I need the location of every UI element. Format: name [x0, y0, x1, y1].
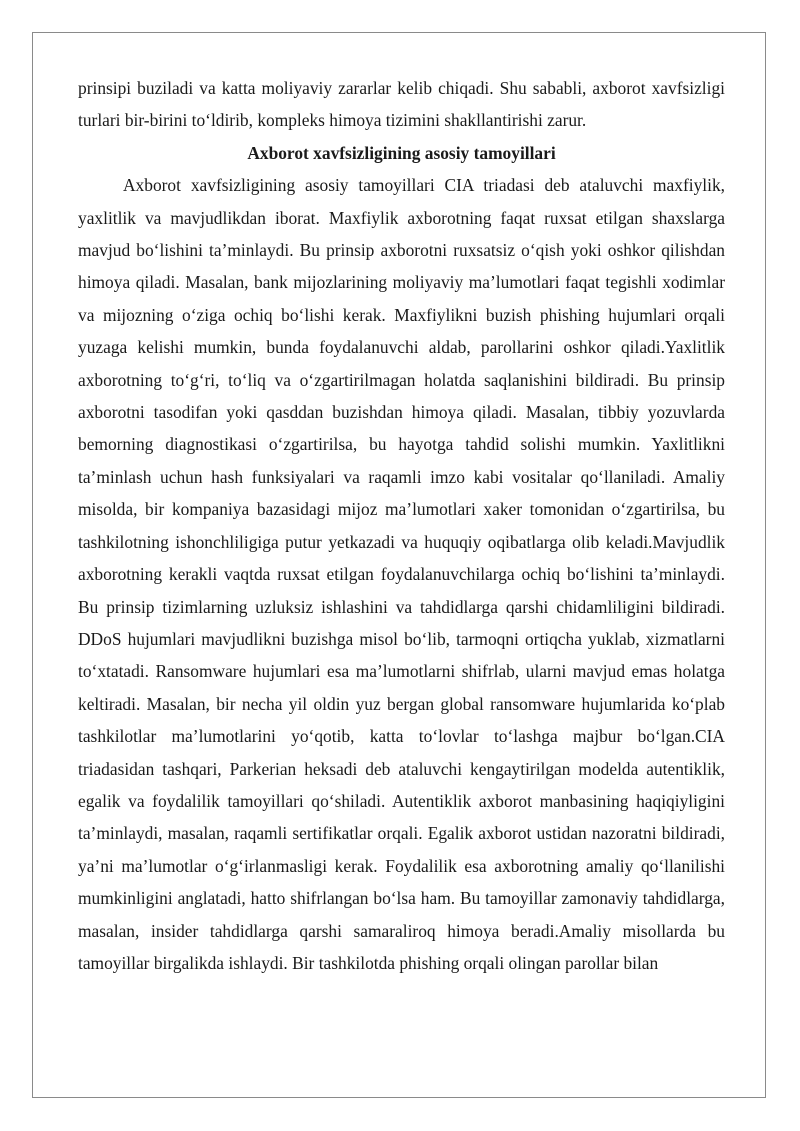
- document-body: [78, 72, 725, 979]
- section-heading: Axborot xavfsizligining asosiy tamoyillari: [247, 142, 556, 163]
- body-paragraph: Axborot xavfsizligining asosiy tamoyillari CIA triadasi deb ataluvchi maxfiylik, yaxlitlik va mavjudlikdan iborat. Maxfiylik axborotning faqat ruxsat etilgan shaxslarga mavjud bo‘lishini ta’minlaydi. Bu prinsip axborotni ruxsatsiz o‘qish yoki oshkor qilishdan himoya qiladi. Masalan, bank mijozlarining moliyaviy ma’lumotlari faqat tegishli xodimlar va mijozning o‘ziga ochiq bo‘lishi kerak. Maxfiylikni buzish phishing hujumlari orqali yuzaga kelishi mumkin, bunda foydalanuvchi aldab, parollarini oshkor qiladi.Yaxlitlik axborotning to‘g‘ri, to‘liq va o‘zgartirilmagan holatda saqlanishini bildiradi. Bu prinsip axborotni tasodifan yoki qasddan buzishdan himoya qiladi. Masalan, tibbiy yozuvlarda bemorning diagnostikasi o‘zgartirilsa, bu hayotga tahdid solishi mumkin. Yaxlitlikni ta’minlash uchun hash funksiyalari va raqamli imzo kabi vositalar qo‘llaniladi. Amaliy misolda, bir kompaniya bazasidagi mijoz ma’lumotlari xaker tomonidan o‘zgartirilsa, bu tashkilotning ishonchliligiga putur yetkazadi va huquqiy oqibatlarga olib keladi.Mavjudlik axborotning kerakli vaqtda ruxsat etilgan foydalanuvchilarga ochiq bo‘lishini ta’minlaydi. Bu prinsip tizimlarning uzluksiz ishlashini va tahdidlarga qarshi chidamliligini bildiradi. DDoS hujumlari mavjudlikni buzishga misol bo‘lib, tarmoqni ortiqcha yuklab, xizmatlarni to‘xtatadi. Ransomware hujumlari esa ma’lumotlarni shifrlab, ularni mavjud emas holatga keltiradi. Masalan, bir necha yil oldin yuz bergan global ransomware hujumlarida ko‘plab tashkilotlar ma’lumotlarini yo‘qotib, katta to‘lovlar to‘lashga majbur bo‘lgan.CIA triadasidan tashqari, Parkerian heksadi deb ataluvchi kengaytirilgan modelda autentiklik, egalik va foydalilik tamoyillari qo‘shiladi. Autentiklik axborot manbasining haqiqiyligini ta’minlaydi, masalan, raqamli sertifikatlar orqali. Egalik axborot ustidan nazoratni bildiradi, ya’ni ma’lumotlar o‘g‘irlanmasligi kerak. Foydalilik esa axborotning amaliy qo‘llanilishi mumkinligini anglatadi, hatto shifrlangan bo‘lsa ham. Bu tamoyillar zamonaviy tahdidlarga, masalan, insider tahdidlarga qarshi samaraliroq himoya beradi.Amaliy misollarda bu tamoyillar birgalikda ishlaydi. Bir tashkilotda phishing orqali olingan parollar bilan: [78, 175, 725, 973]
- intro-paragraph: prinsipi buziladi va katta moliyaviy zararlar kelib chiqadi. Shu sababli, axborot xavfsizligi turlari bir-birini to‘ldirib, kompleks himoya tizimini shakllantirishi zarur.: [78, 78, 725, 131]
